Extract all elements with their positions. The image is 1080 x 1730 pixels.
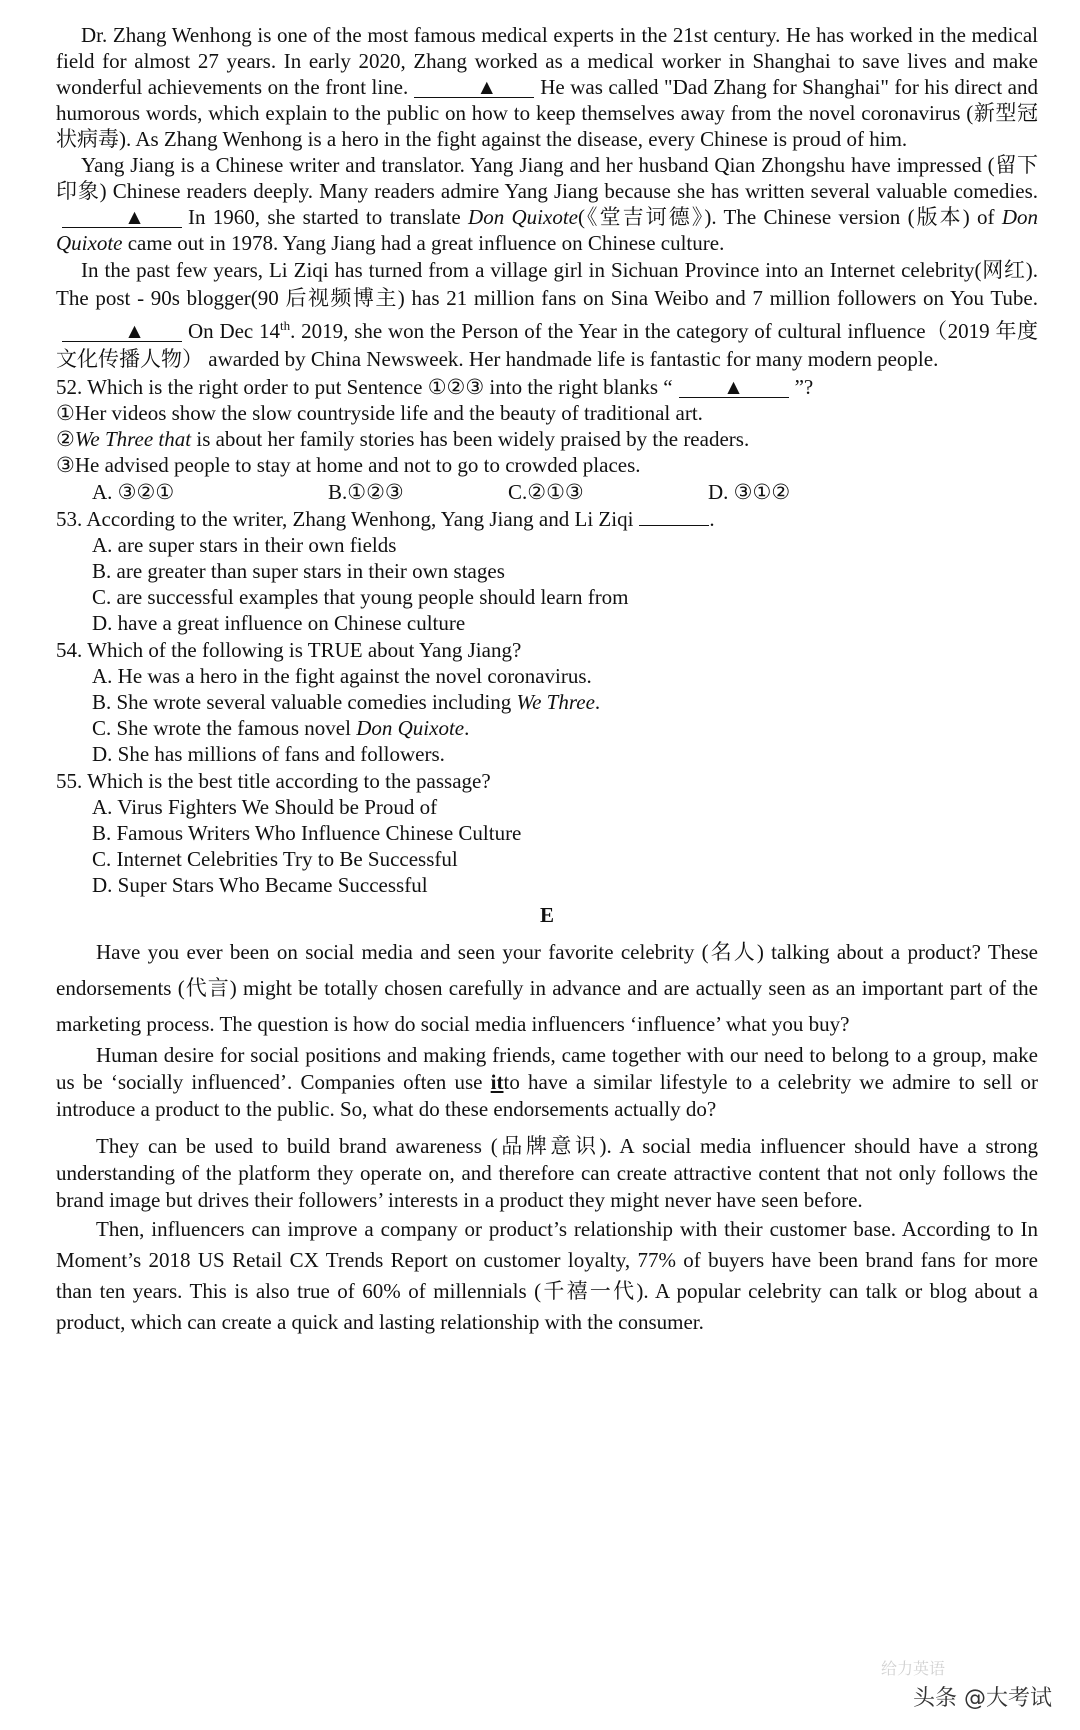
option-d[interactable]: D. have a great influence on Chinese culture xyxy=(92,611,466,635)
question-55: 55. Which is the best title according to the passage? A. Virus Fighters We Should be Proud of B. Famous Writers Who Influence Chinese Culture C. Internet Celebrities Try to Be Successful D. Super Stars Who Became Successful xyxy=(56,768,1038,898)
sentence-2: ②We Three that is about her family stories has been widely praised by the readers. xyxy=(56,427,750,451)
options xyxy=(56,479,1038,505)
passage-paragraph: Have you ever been on social media and seen your favorite celebrity (名人) talking about a product? These endorsements (代言) might be totally chosen carefully in advance and are actually seen as an important part of the marketing process. The question is how do social media influencers ‘influence’ what you buy? xyxy=(56,940,1038,1036)
section-title: E xyxy=(539,903,554,927)
question-54: 54. Which of the following is TRUE about Yang Jiang? A. He was a hero in the fight against the novel coronavirus. B. She wrote several valuable comedies including We Three. C. She wrote the famous novel Don Quixote. D. She has millions of fans and followers. xyxy=(56,637,1038,767)
underlined-word: it xyxy=(490,1070,504,1094)
sentence-3: ③He advised people to stay at home and not to go to crowded places. xyxy=(56,453,641,477)
option-c[interactable]: C. She wrote the famous novel Don Quixote. xyxy=(92,716,470,740)
book-title: Don Quixote xyxy=(56,205,1039,255)
option-d[interactable]: D. Super Stars Who Became Successful xyxy=(92,873,428,897)
option-b[interactable]: B. Famous Writers Who Influence Chinese Culture xyxy=(92,821,522,845)
option-c[interactable]: C. Internet Celebrities Try to Be Successful xyxy=(92,847,458,871)
option-b[interactable]: B. She wrote several valuable comedies including We Three. xyxy=(92,690,601,714)
option-d[interactable]: D. ③①② xyxy=(708,480,791,504)
option-a[interactable]: A. He was a hero in the fight against the novel coronavirus. xyxy=(92,664,592,688)
passage-paragraph: In the past few years, Li Ziqi has turned from a village girl in Sichuan Province into an Internet celebrity(网红). The post - 90s blogger(90 后视频博主) has 21 million fans on Sina Weibo and 7 million followers on You Tube.▲ On Dec 14th. 2019, she won the Person of the Year in the category of cultural influence（2019 年度文化传播人物） awarded by China Newsweek. Her handmade life is fantastic for many modern people. xyxy=(56,258,1038,371)
question-53: 53. According to the writer, Zhang Wenhong, Yang Jiang and Li Ziqi . A. are super stars in their own fields B. are greater than super stars in their own stages C. are successful examples that young people should learn from D. have a great influence on Chinese culture xyxy=(56,506,1038,636)
sentence-1: ①Her videos show the slow countryside life and the beauty of traditional art. xyxy=(56,401,703,425)
exam-page xyxy=(56,22,1038,1338)
option-a[interactable]: A. ③②① xyxy=(92,480,175,504)
answer-blank: ▲ xyxy=(62,207,182,228)
passage-paragraph: Yang Jiang is a Chinese writer and translator. Yang Jiang and her husband Qian Zhongshu have impressed (留下印象) Chinese readers deeply. Many readers admire Yang Jiang because she has written several valuable comedies.▲ In 1960, she started to translate Don Quixote(《堂吉诃德》). The Chinese version (版本) of Don Quixote came out in 1978. Yang Jiang had a great influence on Chinese culture. xyxy=(56,153,1039,255)
option-b[interactable]: B.①②③ xyxy=(328,480,404,504)
option-a[interactable]: A. are super stars in their own fields xyxy=(92,533,397,557)
watermark-faint: 给力英语 xyxy=(880,1659,945,1678)
answer-blank xyxy=(639,525,709,526)
option-a[interactable]: A. Virus Fighters We Should be Proud of xyxy=(92,795,438,819)
watermark: 头条 @大考试 xyxy=(913,1686,1052,1711)
passage-paragraph: Dr. Zhang Wenhong is one of the most famous medical experts in the 21st century. He has worked in the medical field for almost 27 years. In early 2020, Zhang worked as a medical worker in Shanghai to save lives and make wonderful achievements on the front line. ▲ He was called "Dad Zhang for Shanghai" for his direct and humorous words, which explain to the public on how to keep themselves away from the novel coronavirus (新型冠状病毒). As Zhang Wenhong is a hero in the fight against the disease, every Chinese is proud of him. xyxy=(56,23,1038,151)
answer-blank: ▲ xyxy=(679,377,789,398)
passage-paragraph: They can be used to build brand awareness (品牌意识). A social media influencer should have a strong understanding of the platform they operate on, and therefore can create attractive content that not only follows the brand image but drives their followers’ interests in a product they might never have seen before. xyxy=(56,1134,1038,1212)
passage-paragraph: Human desire for social positions and making friends, came together with our need to belong to a group, make us be ‘socially influenced’. Companies often use itto have a similar lifestyle to a celebrity we admire to sell or introduce a product to the public. So, what do these endorsements actually do? xyxy=(56,1043,1038,1121)
option-c[interactable]: C.②①③ xyxy=(508,480,584,504)
book-title: Don Quixote xyxy=(468,205,578,229)
option-d[interactable]: D. She has millions of fans and followers. xyxy=(92,742,445,766)
option-c[interactable]: C. are successful examples that young people should learn from xyxy=(92,585,629,609)
answer-blank: ▲ xyxy=(414,77,534,98)
passage-paragraph: Then, influencers can improve a company or product’s relationship with their customer base. According to In Moment’s 2018 US Retail CX Trends Report on customer loyalty, 77% of buyers have been brand fans for more than ten years. This is also true of 60% of millennials (千禧一代). A popular celebrity can talk or blog about a product, which can create a quick and lasting relationship with the consumer. xyxy=(56,1217,1038,1334)
answer-blank: ▲ xyxy=(62,321,182,342)
option-b[interactable]: B. are greater than super stars in their own stages xyxy=(92,559,505,583)
question-52: 52. Which is the right order to put Sentence ①②③ into the right blanks “ ▲ ”? ①Her videos show the slow countryside life and the beauty of traditional art. ②We Three that is about her family stories has been widely praised by the readers. ③He advised people to stay at home and not to go to crowded places. A. ③②① B.①②③ C.②①③ D. ③①② xyxy=(56,374,1038,505)
